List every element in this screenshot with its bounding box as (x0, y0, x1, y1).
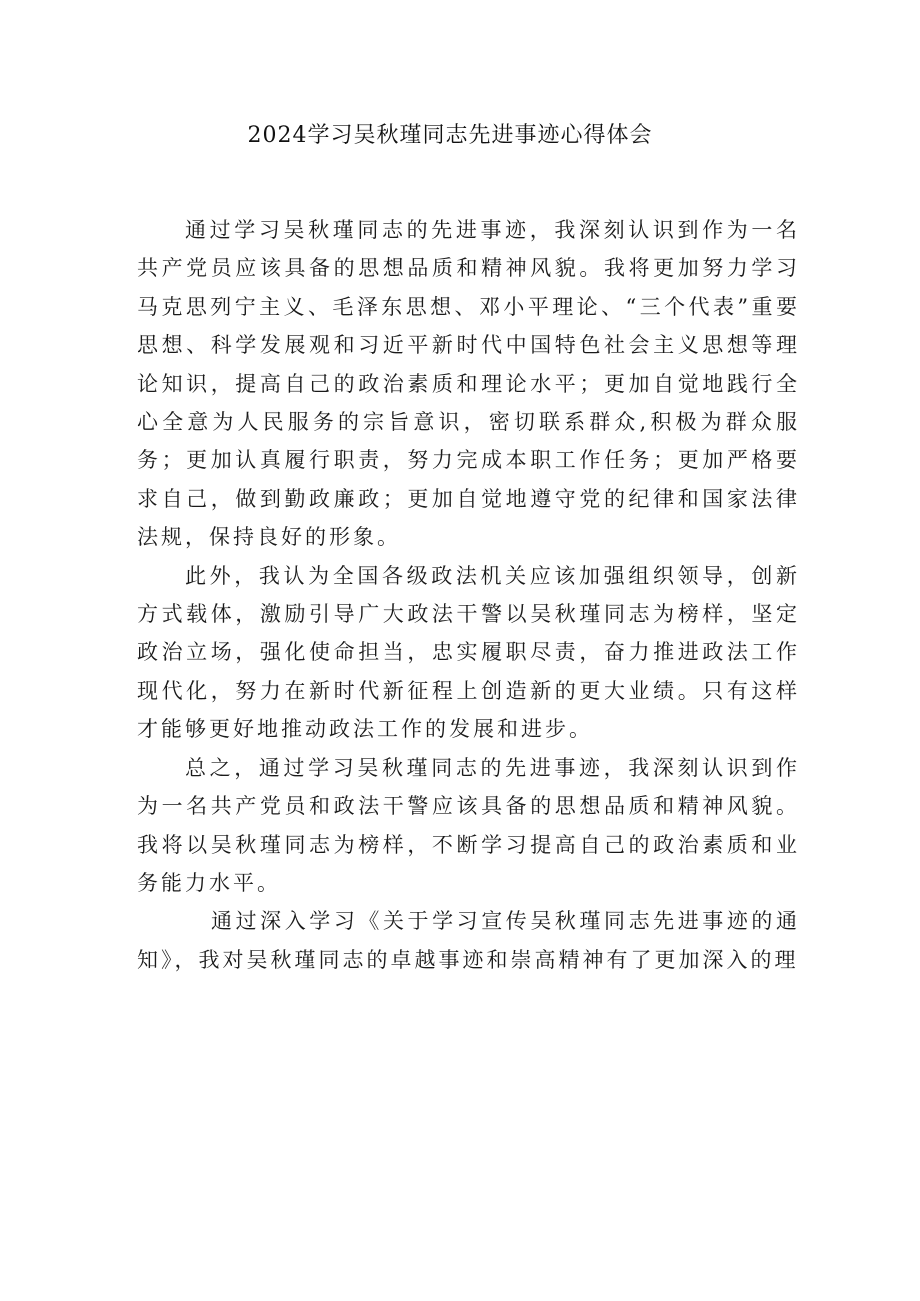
document-title: 2024学习吴秋瑾同志先进事迹心得体会 (247, 123, 653, 148)
paragraph-1: 通过学习吴秋瑾同志的先进事迹，我深刻认识到作为一名共产党员应该具备的思想品质和精神风貌。我将更加努力学习马克思列宁主义、毛泽东思想、邓小平理论、“三个代表”重要思想、科学发展观和习近平新时代中国特色社会主义思想等理论知识，提高自己的政治素质和理论水平；更加自觉地践行全心全意为人民服务的宗旨意识，密切联系群众,积极为群众服务；更加认真履行职责，努力完成本职工作任务；更加严格要求自己，做到勤政廉政；更加自觉地遵守党的纪律和国家法律法规，保持良好的形象。 (137, 218, 800, 550)
paragraph-2: 此外，我认为全国各级政法机关应该加强组织领导，创新方式载体，激励引导广大政法干警以吴秋瑾同志为榜样，坚定政治立场，强化使命担当，忠实履职尽责，奋力推进政法工作现代化，努力在新时代新征程上创造新的更大业绩。只有这样才能够更好地推动政法工作的发展和进步。 (137, 563, 800, 742)
document-body (137, 211, 800, 979)
paragraph-3: 总之，通过学习吴秋瑾同志的先进事迹，我深刻认识到作为一名共产党员和政法干警应该具备的思想品质和精神风貌。我将以吴秋瑾同志为榜样，不断学习提高自己的政治素质和业务能力水平。 (137, 755, 800, 895)
paragraph-4: 通过深入学习《关于学习宣传吴秋瑾同志先进事迹的通知》，我对吴秋瑾同志的卓越事迹和崇高精神有了更加深入的理 (137, 909, 800, 972)
